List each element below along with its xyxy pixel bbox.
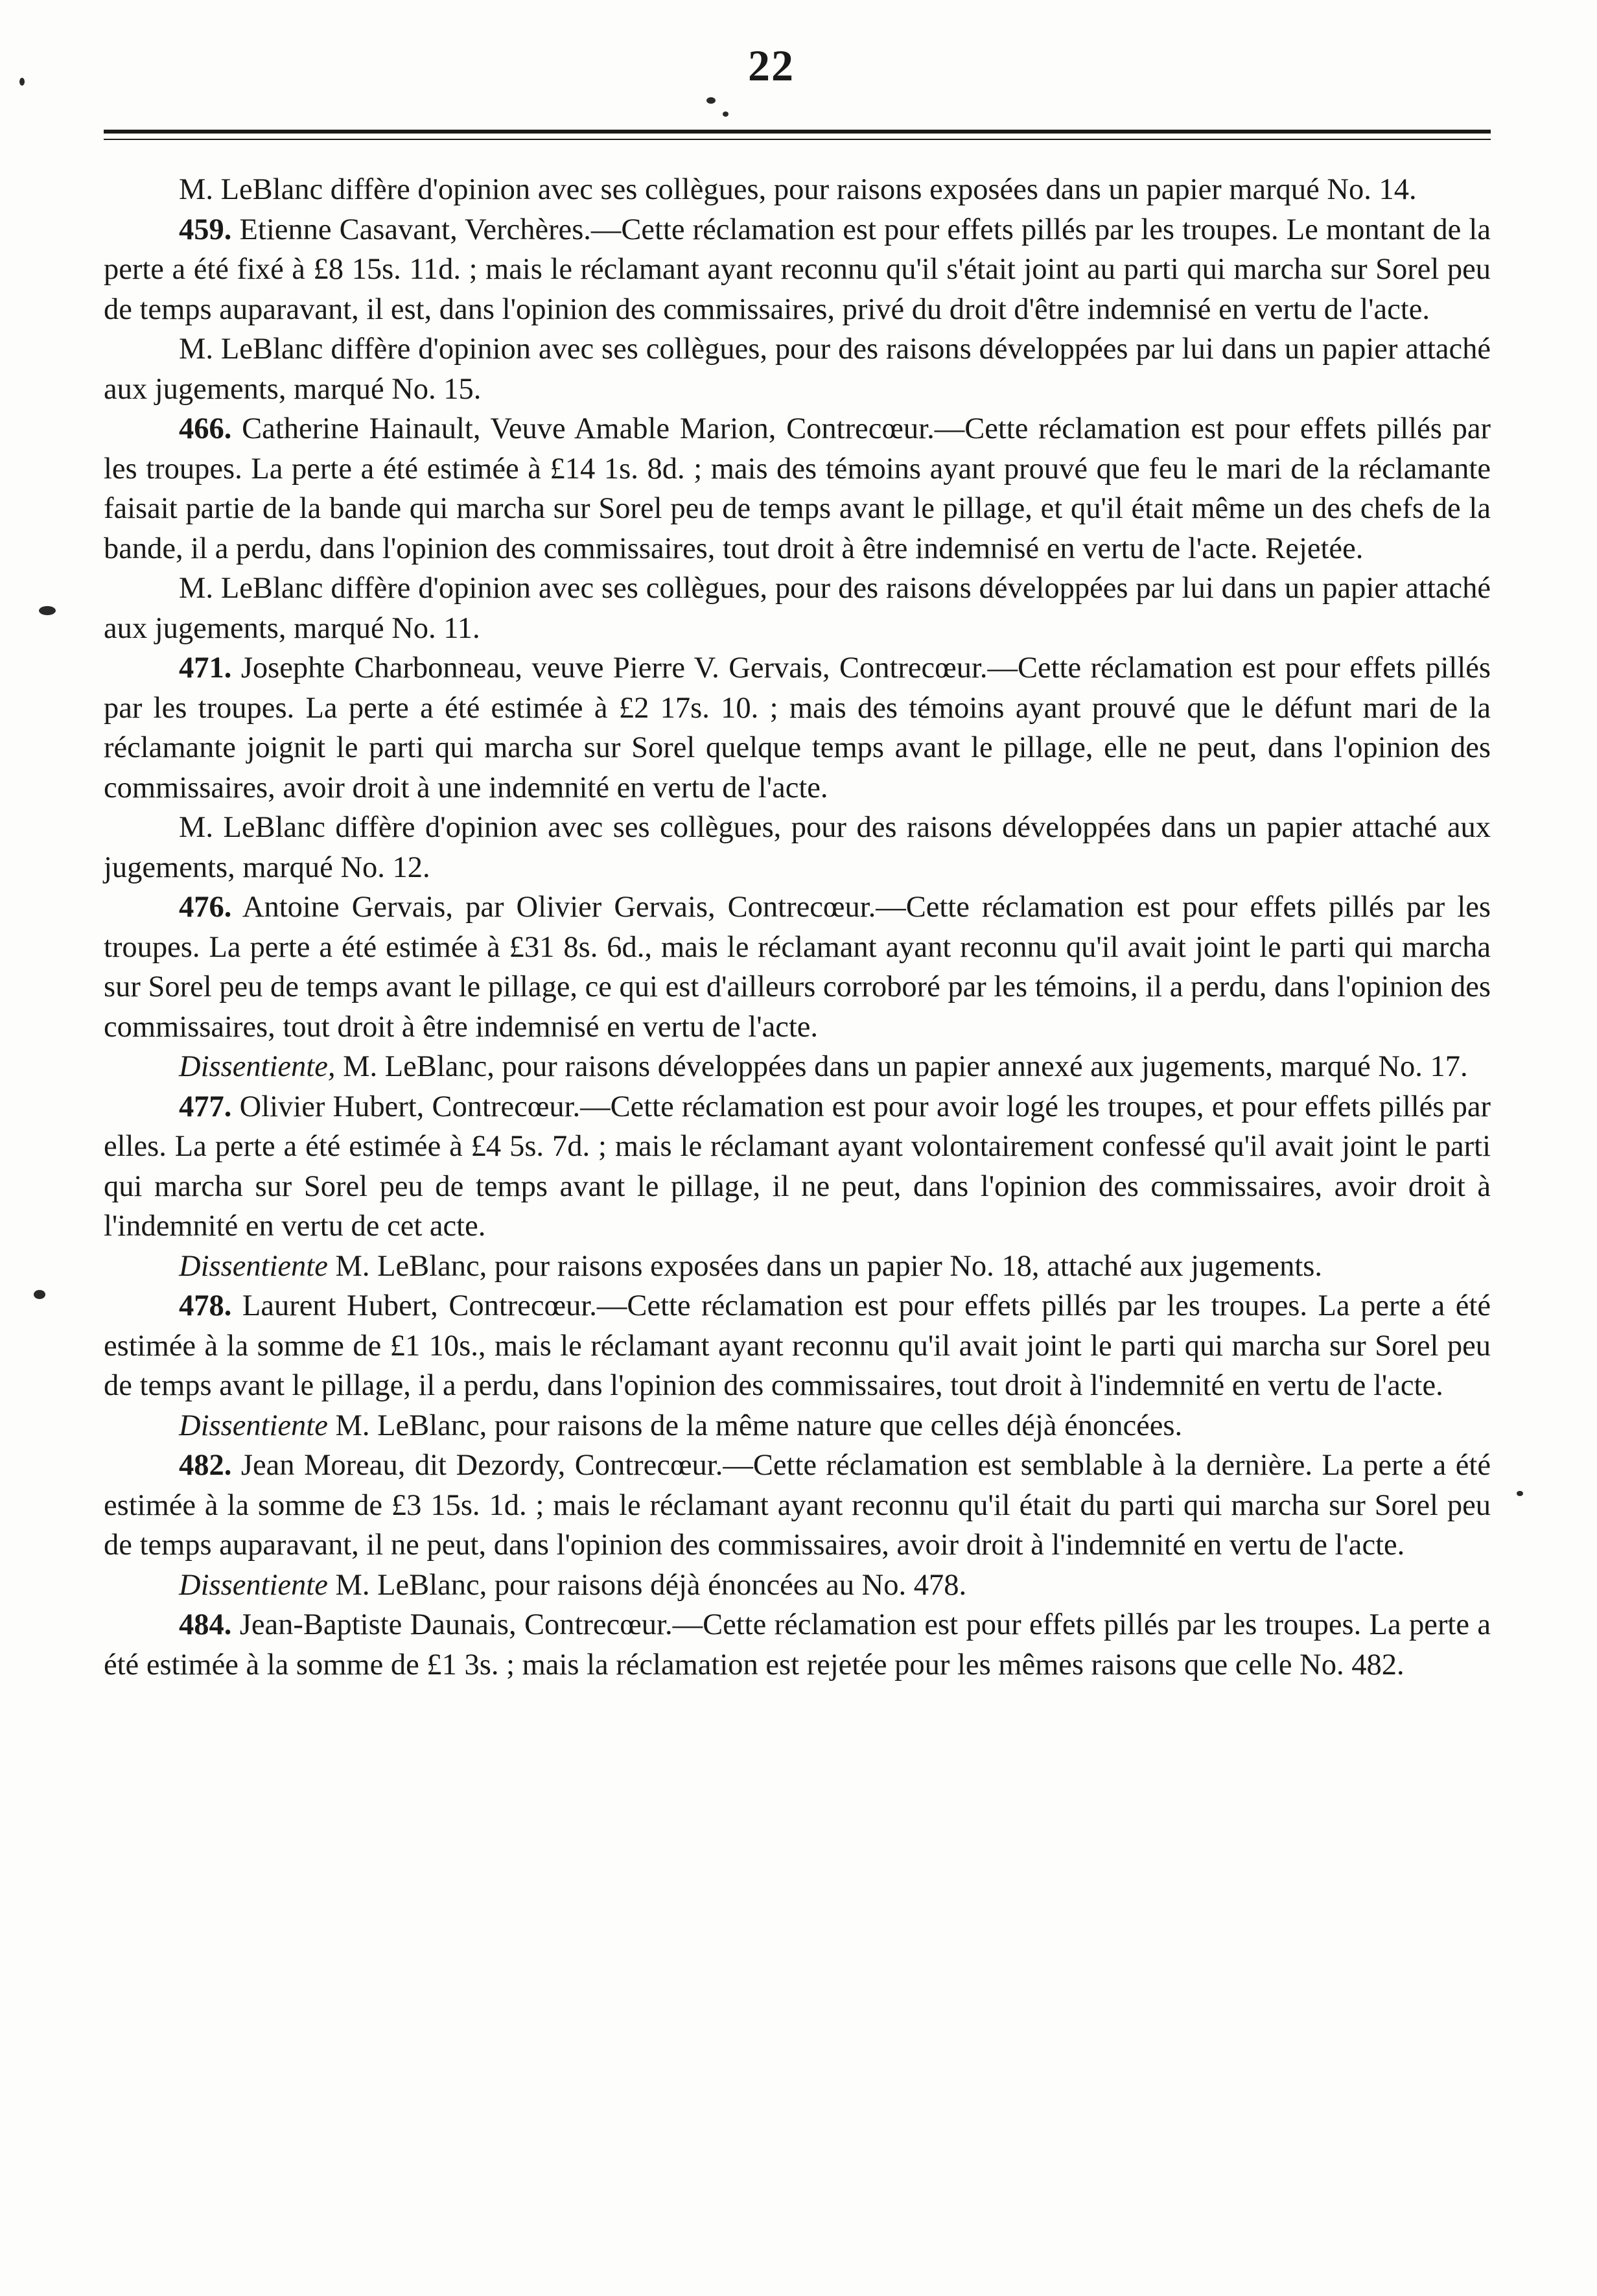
paragraph-entry-476 bbox=[104, 887, 1491, 1047]
paragraph-dissent-same-nature bbox=[104, 1406, 1491, 1446]
paragraph-dissent-no-478 bbox=[104, 1565, 1491, 1606]
entry-number: 471. bbox=[179, 651, 232, 685]
entry-number: 482. bbox=[179, 1449, 232, 1482]
dissent-label: Dissentiente bbox=[179, 1249, 328, 1283]
paragraph-text: M. LeBlanc diffère d'opinion avec ses collègues, pour des raisons développées par lui dans un papier attaché aux jugements, marqué No. 15. bbox=[104, 333, 1491, 406]
scan-speck bbox=[706, 97, 716, 104]
entry-number: 477. bbox=[179, 1090, 232, 1123]
paragraph-text: Etienne Casavant, Verchères.—Cette réclamation est pour effets pillés par les troupes. Le montant de la perte a été fixé à £8 15s. 11d. ; mais le réclamant ayant reconnu qu'il s'était joint au parti qui marcha sur Sorel peu de temps auparavant, il est, dans l'opinion des commissaires, privé du droit d'être indemnisé en vertu de l'acte. bbox=[104, 213, 1491, 326]
paragraph-text: Catherine Hainault, Veuve Amable Marion, Contrecœur.—Cette réclamation est pour effets pillés par les troupes. La perte a été estimée à £14 1s. 8d. ; mais des témoins ayant prouvé que feu le mari de la réclamante faisait partie de la bande qui marcha sur Sorel peu de temps avant le pillage, et qu'il était même un des chefs de la bande, il a perdu, dans l'opinion des commissaires, tout droit à être indemnisé en vertu de l'acte. Rejetée. bbox=[104, 412, 1491, 565]
paragraph-entry-478 bbox=[104, 1286, 1491, 1406]
dissent-label: Dissentiente bbox=[179, 1568, 328, 1602]
paragraph-entry-459 bbox=[104, 210, 1491, 330]
page-number: 22 bbox=[748, 41, 795, 90]
paragraph-entry-471 bbox=[104, 648, 1491, 808]
paragraph-text: Jean-Baptiste Daunais, Contrecœur.—Cette réclamation est pour effets pillés par les troupes. La perte a été estimée à la somme de £1 3s. ; mais la réclamation est rejetée pour les mêmes raisons que celle No. 482. bbox=[104, 1608, 1491, 1681]
dissent-label: Dissentiente, bbox=[179, 1050, 336, 1083]
paragraph-entry-466 bbox=[104, 409, 1491, 568]
paragraph-text: M. LeBlanc, pour raisons exposées dans un papier No. 18, attaché aux jugements. bbox=[327, 1249, 1322, 1283]
paragraph-leblanc-no-14 bbox=[104, 170, 1491, 210]
header-rule-thin bbox=[104, 139, 1491, 140]
scan-speck bbox=[723, 111, 729, 117]
paragraph-entry-482 bbox=[104, 1446, 1491, 1565]
scan-speck bbox=[1517, 1491, 1523, 1496]
paragraph-text: Josephte Charbonneau, veuve Pierre V. Gervais, Contrecœur.—Cette réclamation est pour effets pillés par les troupes. La perte a été estimée à £2 17s. 10. ; mais des témoins ayant prouvé que le défunt mari de la réclamante joignit le parti qui marcha sur Sorel quelque temps avant le pillage, elle ne peut, dans l'opinion des commissaires, avoir droit à une indemnité en vertu de l'acte. bbox=[104, 651, 1491, 804]
entry-number: 476. bbox=[179, 891, 232, 924]
scan-speck bbox=[34, 1290, 45, 1299]
entry-number: 466. bbox=[179, 412, 232, 445]
paragraph-text: M. LeBlanc diffère d'opinion avec ses collègues, pour des raisons développées dans un papier attaché aux jugements, marqué No. 12. bbox=[104, 811, 1491, 884]
paragraph-leblanc-no-15 bbox=[104, 329, 1491, 409]
paragraph-text: M. LeBlanc diffère d'opinion avec ses collègues, pour des raisons développées par lui dans un papier attaché aux jugements, marqué No. 11. bbox=[104, 572, 1491, 645]
paragraph-entry-477 bbox=[104, 1087, 1491, 1247]
paragraph-leblanc-no-12 bbox=[104, 808, 1491, 887]
paragraph-text: M. LeBlanc, pour raisons de la même nature que celles déjà énoncées. bbox=[327, 1409, 1183, 1442]
paragraph-leblanc-no-11 bbox=[104, 568, 1491, 648]
body-text bbox=[104, 170, 1491, 1685]
paragraph-text: M. LeBlanc, pour raisons déjà énoncées au No. 478. bbox=[327, 1568, 967, 1602]
paragraph-text: Laurent Hubert, Contrecœur.—Cette réclamation est pour effets pillés par les troupes. La perte a été estimée à la somme de £1 10s., mais le réclamant ayant reconnu qu'il avait joint le parti qui marcha sur Sorel peu de temps avant le pillage, il a perdu, dans l'opinion des commissaires, tout droit à l'indemnité en vertu de l'acte. bbox=[104, 1289, 1491, 1402]
paragraph-entry-484 bbox=[104, 1605, 1491, 1685]
paragraph-text: Antoine Gervais, par Olivier Gervais, Contrecœur.—Cette réclamation est pour effets pillés par les troupes. La perte a été estimée à £31 8s. 6d., mais le réclamant ayant reconnu qu'il avait joint le parti qui marcha sur Sorel peu de temps avant le pillage, ce qui est d'ailleurs corroboré par les témoins, il a perdu, dans l'opinion des commissaires, tout droit à être indemnisé en vertu de l'acte. bbox=[104, 891, 1491, 1044]
entry-number: 478. bbox=[179, 1289, 232, 1322]
dissent-label: Dissentiente bbox=[179, 1409, 328, 1442]
paragraph-text: M. LeBlanc, pour raisons développées dans un papier annexé aux jugements, marqué No. 17. bbox=[335, 1050, 1468, 1083]
scan-speck bbox=[39, 606, 56, 615]
entry-number: 459. bbox=[179, 213, 232, 246]
paragraph-text: Jean Moreau, dit Dezordy, Contrecœur.—Cette réclamation est semblable à la dernière. La perte a été estimée à la somme de £3 15s. 1d. ; mais le réclamant ayant reconnu qu'il était du parti qui marcha sur Sorel peu de temps auparavant, il ne peut, dans l'opinion des commissaires, avoir droit à l'indemnité en vertu de l'acte. bbox=[104, 1449, 1491, 1562]
header-rule-thick bbox=[104, 130, 1491, 134]
scan-speck bbox=[19, 78, 25, 86]
paragraph-text: Olivier Hubert, Contrecœur.—Cette réclamation est pour avoir logé les troupes, et pour effets pillés par elles. La perte a été estimée à £4 5s. 7d. ; mais le réclamant ayant volontairement confessé qu'il avait joint le parti qui marcha sur Sorel peu de temps avant le pillage, il ne peut, dans l'opinion des commissaires, avoir droit à l'indemnité en vertu de cet acte. bbox=[104, 1090, 1491, 1243]
paragraph-text: M. LeBlanc diffère d'opinion avec ses collègues, pour raisons exposées dans un papier marqué No. 14. bbox=[179, 173, 1417, 206]
paragraph-dissent-no-18 bbox=[104, 1247, 1491, 1287]
paragraph-dissent-no-17 bbox=[104, 1047, 1491, 1087]
entry-number: 484. bbox=[179, 1608, 232, 1641]
